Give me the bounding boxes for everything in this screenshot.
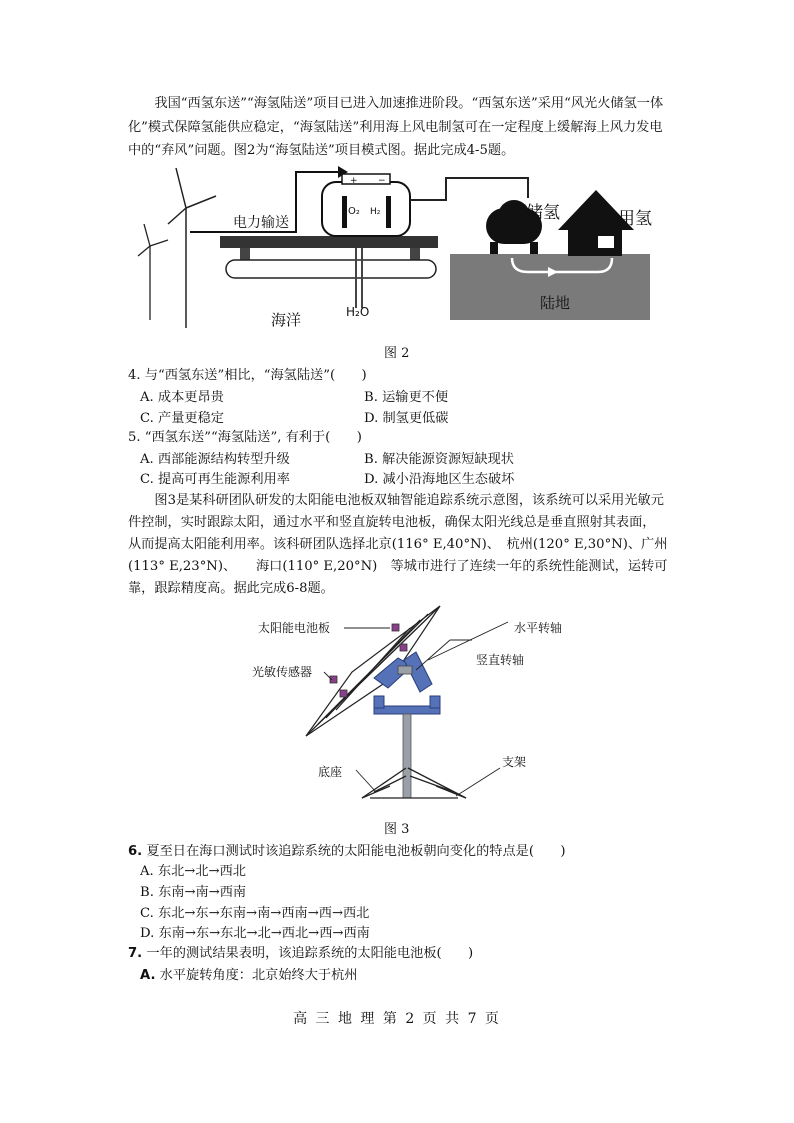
label-land: 陆地	[540, 294, 571, 312]
label-vertical-axis: 竖直转轴	[476, 653, 525, 667]
label-plus: +	[350, 176, 358, 186]
q5-option-b: B. 解决能源资源短缺现状	[364, 452, 514, 467]
label-base: 底座	[318, 765, 343, 779]
label-solar-panel: 太阳能电池板	[258, 621, 331, 635]
q6-option-c: C. 东北→东→东南→南→西南→西→西北	[140, 906, 370, 921]
q7-number: 7.	[128, 946, 143, 961]
q6-text: 夏至日在海口测试时该追踪系统的太阳能电池板朝向变化的特点是( )	[142, 844, 566, 859]
leader-stand	[456, 768, 500, 796]
question-6-stem	[128, 842, 565, 862]
light-sensor-4	[340, 690, 347, 697]
page-footer: 高 三 地 理 第 2 页 共 7 页	[293, 1011, 501, 1027]
label-water: H₂O	[346, 305, 370, 319]
figure-3-diagram	[240, 600, 580, 810]
q4-option-a: A. 成本更昂贵	[140, 390, 224, 405]
hydrogen-pipe	[410, 178, 528, 200]
support-plate	[374, 696, 440, 714]
wind-turbine-large-icon	[168, 168, 216, 328]
q5-option-d: D. 减小沿海地区生态破坏	[364, 472, 515, 487]
q6-option-d: D. 东南→东→东北→北→西北→西→西南	[140, 926, 370, 941]
figure-2-diagram	[128, 160, 668, 340]
label-light-sensor: 光敏传感器	[252, 665, 313, 679]
offshore-platform	[220, 236, 438, 248]
figure-3-caption: 图 3	[384, 822, 410, 837]
question-4-stem: 4. 与“西氢东送”相比，“海氢陆送”( )	[128, 368, 367, 383]
label-horizontal-axis: 水平转轴	[514, 621, 563, 635]
light-sensor-2	[400, 644, 407, 651]
q7-option-a-label: A.	[140, 968, 156, 983]
q5-option-a: A. 西部能源结构转型升级	[140, 452, 290, 467]
leader-v-axis	[416, 640, 450, 670]
q6-option-b: B. 东南→南→西南	[140, 885, 247, 900]
label-use-hydrogen: 用氢	[618, 209, 652, 229]
tripod-base	[362, 768, 466, 798]
wind-turbine-small-icon	[138, 224, 168, 320]
platform-pontoon	[226, 260, 436, 278]
q4-option-b: B. 运输更不便	[364, 390, 449, 405]
q6-option-a: A. 东北→北→西北	[140, 864, 246, 879]
label-minus: −	[378, 176, 386, 186]
q4-option-c: C. 产量更稳定	[140, 411, 224, 426]
q6-number: 6.	[128, 844, 143, 859]
intro-paragraph-1: 我国“西氢东送”“海氢陆送”项目已进入加速推进阶段。“西氢东送”采用“风光火储氢一体化”模式保障氢能供应稳定，“海氢陆送”利用海上风电制氢可在一定程度上缓解海上风力发电中的“弃风”问题。图2为“海氢陆送”项目模式图。据此完成4-5题。	[128, 96, 664, 158]
vertical-pole	[403, 714, 411, 798]
light-sensor-1	[392, 624, 399, 631]
q5-option-c: C. 提高可再生能源利用率	[140, 472, 290, 487]
label-power-transmission: 电力输送	[233, 215, 289, 231]
label-stand: 支架	[502, 755, 527, 769]
intro-paragraph-2: 图3是某科研团队研发的太阳能电池板双轴智能追踪系统示意图，该系统可以采用光敏元件控制，实时跟踪太阳，通过水平和竖直旋转电池板，确保太阳光线总是垂直照射其表面，从而提高太阳能利用率。该科研团队选择北京(116° E,40°N)、 杭州(120° E,30°N)、广州(113° E,23°N)、 海口(110° E,20°N) 等城市进行了连续一年的系统性能测试，运转可靠，跟踪精度高。据此完成6-8题。	[128, 493, 668, 596]
label-h2: H₂	[370, 207, 381, 217]
figure-2-caption: 图 2	[384, 346, 410, 361]
electrolyzer-tank	[322, 174, 410, 236]
label-ocean: 海洋	[271, 311, 302, 329]
q7-option-a-text: 水平旋转角度：北京始终大于杭州	[155, 968, 358, 983]
label-o2: O₂	[348, 206, 360, 217]
question-5-stem: 5. “西氢东送”“海氢陆送”, 有利于( )	[128, 430, 362, 445]
question-7-stem	[128, 944, 473, 964]
q4-option-d: D. 制氢更低碳	[364, 411, 449, 426]
label-store-hydrogen: 储氢	[526, 203, 560, 223]
q7-text: 一年的测试结果表明，该追踪系统的太阳能电池板( )	[142, 946, 474, 961]
q7-option-a	[140, 966, 357, 986]
leader-base	[356, 770, 376, 792]
